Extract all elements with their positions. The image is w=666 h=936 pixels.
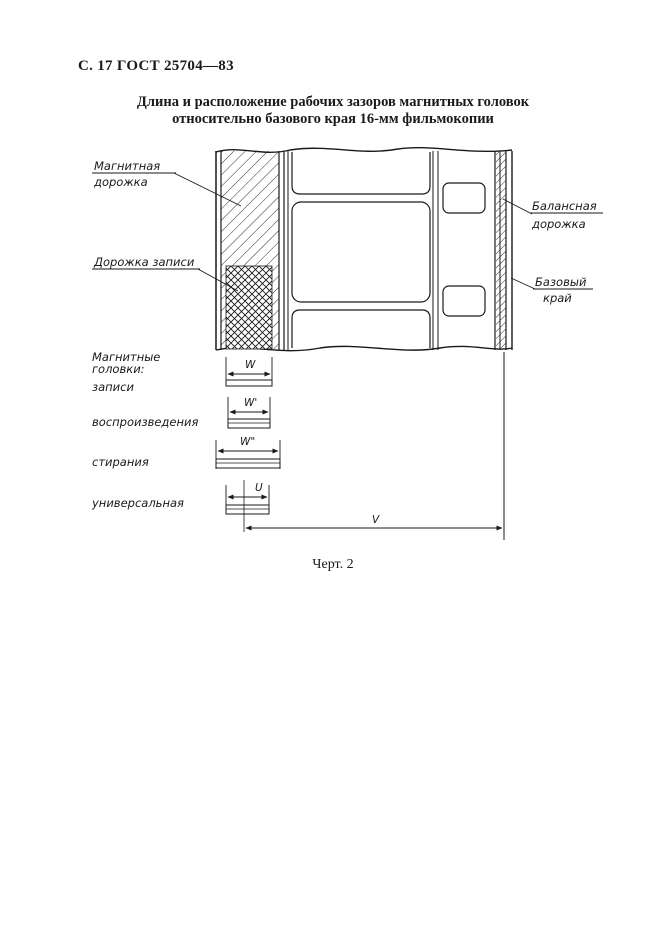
frame-bottom <box>292 310 430 348</box>
label-base-edge-2: край <box>543 291 572 305</box>
label-magnetic-track-1: Магнитная <box>94 159 161 173</box>
head-recording-dimension: W <box>245 359 256 371</box>
perforation-upper <box>443 183 485 213</box>
balance-track-area <box>496 152 506 348</box>
head-universal-dimension: U <box>255 482 263 494</box>
label-recording-track: Дорожка записи <box>94 255 195 269</box>
label-magnetic-track-2: дорожка <box>94 175 148 189</box>
head-playback-dimension: W' <box>244 397 258 409</box>
figure-title-line-2: относительно базового края 16-мм фильмокопии <box>172 111 494 127</box>
head-playback-label: воспроизведения <box>92 415 199 429</box>
head-recording-label: записи <box>92 380 134 394</box>
head-playback <box>92 397 270 429</box>
head-universal-label: универсальная <box>92 496 184 510</box>
head-erasing-dimension: W" <box>240 436 256 448</box>
perforation-lower <box>443 286 485 316</box>
label-balance-track-2: дорожка <box>532 217 586 231</box>
label-base-edge-1: Базовый <box>535 275 587 289</box>
figure-caption: Черт. 2 <box>312 557 354 572</box>
figure-title-line-1: Длина и расположение рабочих зазоров магнитных головок <box>136 94 530 110</box>
head-erasing-label: стирания <box>92 455 149 469</box>
frame-middle <box>292 202 430 302</box>
offset-dimension-v <box>246 514 502 528</box>
label-heads-heading-2: головки: <box>92 362 145 376</box>
film-strip <box>216 148 512 351</box>
page-header: С. 17 ГОСТ 25704—83 <box>78 58 234 74</box>
frame-top <box>292 152 430 194</box>
head-universal <box>91 480 269 532</box>
head-erasing <box>92 436 280 469</box>
recording-track-area <box>226 266 272 349</box>
label-heads-heading-1: Магнитные <box>92 350 161 364</box>
offset-dimension-label: V <box>372 514 380 526</box>
label-balance-track-1: Балансная <box>532 199 597 213</box>
